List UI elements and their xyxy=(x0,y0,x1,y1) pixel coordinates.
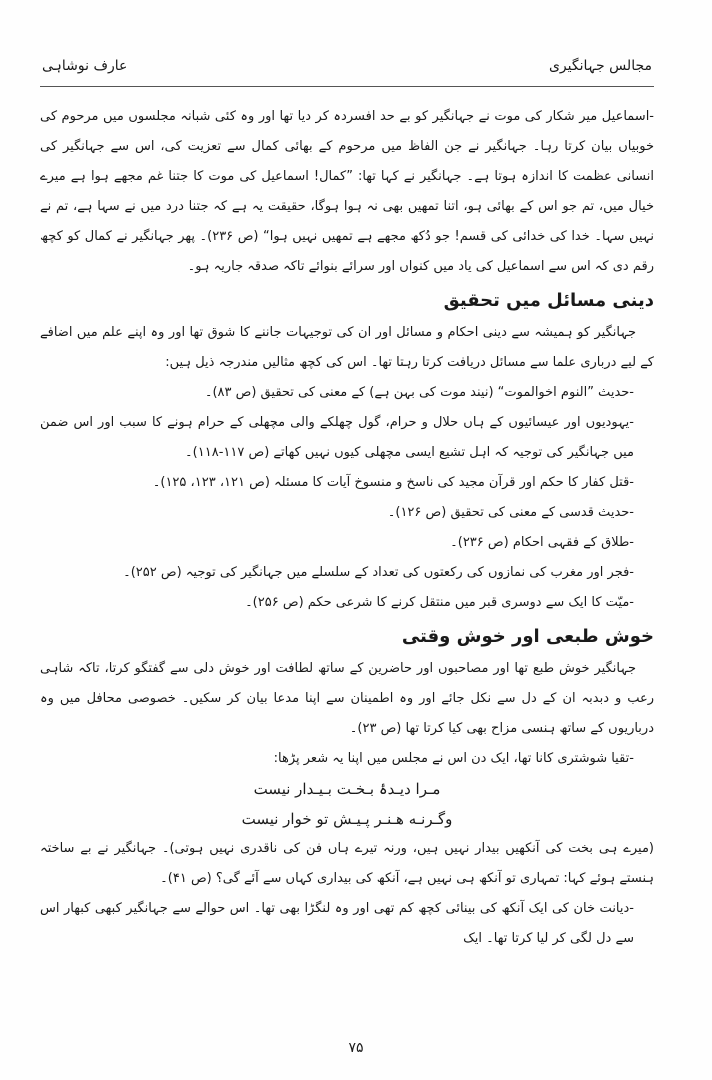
verse-line-1: مـرا دیـدۂ بـخـت بـیـدار نیست xyxy=(253,780,441,798)
list-item: -فجر اور مغرب کی نمازوں کی رکعتوں کی تعداد کے سلسلے میں جہانگیر کی توجیہ (ص ۲۵۲)۔ xyxy=(123,565,634,580)
paragraph-humor-intro: جہانگیر خوش طبع تھا اور مصاحبوں اور حاضرین کے ساتھ لطافت اور خوش دلی سے گفتگو کرتا، تاکہ شاہی رعب و دبدبہ ان کے دل سے نکل جائے اور وہ اطمینان سے اپنا مدعا بیان کر سکیں۔ خصوصی محافل میں وہ درباریوں کے ساتھ ہنسی مزاح بھی کیا کرتا تھا (ص ۲۳)۔ xyxy=(40,661,654,736)
list-item: -تقیا شوشتری کانا تھا، ایک دن اس نے مجلس میں اپنا یہ شعر پڑھا: xyxy=(273,751,634,766)
list-item: -یہودیوں اور عیسائیوں کے ہاں حلال و حرام، گول چھلکے والی مچھلی کے حرام ہونے کا سبب اور اس ضمن میں جہانگیر کی توجیہ کہ اہل تشیع ایسی مچھلی کیوں نہیں کھاتے (ص ۱۱۷-۱۱۸)۔ xyxy=(40,415,634,460)
page-body xyxy=(40,102,654,954)
list-item: -میّت کا ایک سے دوسری قبر میں منتقل کرنے کا شرعی حکم (ص ۲۵۶)۔ xyxy=(245,595,634,610)
paragraph-ismail-condolence: -اسماعیل میر شکار کی موت نے جہانگیر کو بے حد افسردہ کر دیا تھا اور وہ کئی شبانہ مجلسوں میں مرحوم کی خوبیاں بیان کرتا رہا۔ جہانگیر نے جن الفاظ میں مرحوم کے بھائی کمال سے تعزیت کی، اس سے جہانگیر کی انسانی عظمت کا اندازہ ہوتا ہے۔ جہانگیر نے کہا تھا: ”کمال! اسماعیل کی موت کا جتنا غم مجھے ہوا ہے میرے خیال میں، تم جو اس کے بھائی ہو، اتنا تمھیں بھی نہ ہوا ہوگا، حقیقت یہ ہے کہ جتنا درد میں نے سہا ہے، تم نے نہیں سہا۔ خدا کی خدائی کی قسم! جو دُکھ مجھے ہے تمھیں نہیں ہوا“ (ص ۲۳۶)۔ پھر جہانگیر نے کمال کو کچھ رقم دی کہ اس سے اسماعیل کی یاد میں کنواں اور سرائے بنوائے تاکہ صدقہ جاریہ ہو۔ xyxy=(40,109,655,274)
list-item: -قتل کفار کا حکم اور قرآن مجید کی ناسخ و منسوخ آیات کا مسئلہ (ص ۱۲۱، ۱۲۳، ۱۲۵)۔ xyxy=(152,475,634,490)
paragraph-religious-intro: جہانگیر کو ہمیشہ سے دینی احکام و مسائل اور ان کی توجیہات جاننے کا شوق تھا اور وہ اپنے علم میں اضافے کے لیے درباری علما سے مسائل دریافت کرتا رہتا تھا۔ اس کی کچھ مثالیں مندرجہ ذیل ہیں: xyxy=(40,325,654,370)
section-heading-religious-inquiry: دینی مسائل میں تحقیق xyxy=(443,290,654,311)
list-item: -حدیث ”النوم اخوالموت“ (نیند موت کی بہن ہے) کے معنی کی تحقیق (ص ۸۳)۔ xyxy=(204,385,634,400)
section-heading-humor: خوش طبعی اور خوش وقتی xyxy=(401,626,654,647)
page-number: ۷۵ xyxy=(348,1040,364,1056)
running-head-author: عارف نوشاہی xyxy=(42,58,128,74)
header-rule xyxy=(40,86,654,87)
running-head-book-title: مجالس جہانگیری xyxy=(548,58,652,74)
list-item: -طلاق کے فقہی احکام (ص ۲۳۶)۔ xyxy=(450,535,634,550)
list-item: -دیانت خان کی ایک آنکھ کی بینائی کچھ کم تھی اور وہ لنگڑا بھی تھا۔ اس حوالے سے جہانگیر کبھی کبھار اس سے دل لگی کر لیا کرتا تھا۔ ایک xyxy=(40,901,634,946)
paragraph-verse-translation: (میرے ہی بخت کی آنکھیں بیدار نہیں ہیں، ورنہ تیرے ہاں فن کی ناقدری نہیں ہوتی)۔ جہانگیر نے بے ساختہ ہنستے ہوئے کہا: تمہاری تو آنکھ ہی نہیں ہے، آنکھ کی بیداری کہاں سے آئے گی؟ (ص ۴۱)۔ xyxy=(40,841,654,886)
list-item: -حدیث قدسی کے معنی کی تحقیق (ص ۱۲۶)۔ xyxy=(387,505,634,520)
verse-line-2: وگـرنـه هـنـر پـیـش تو خوار نیست xyxy=(241,810,453,828)
